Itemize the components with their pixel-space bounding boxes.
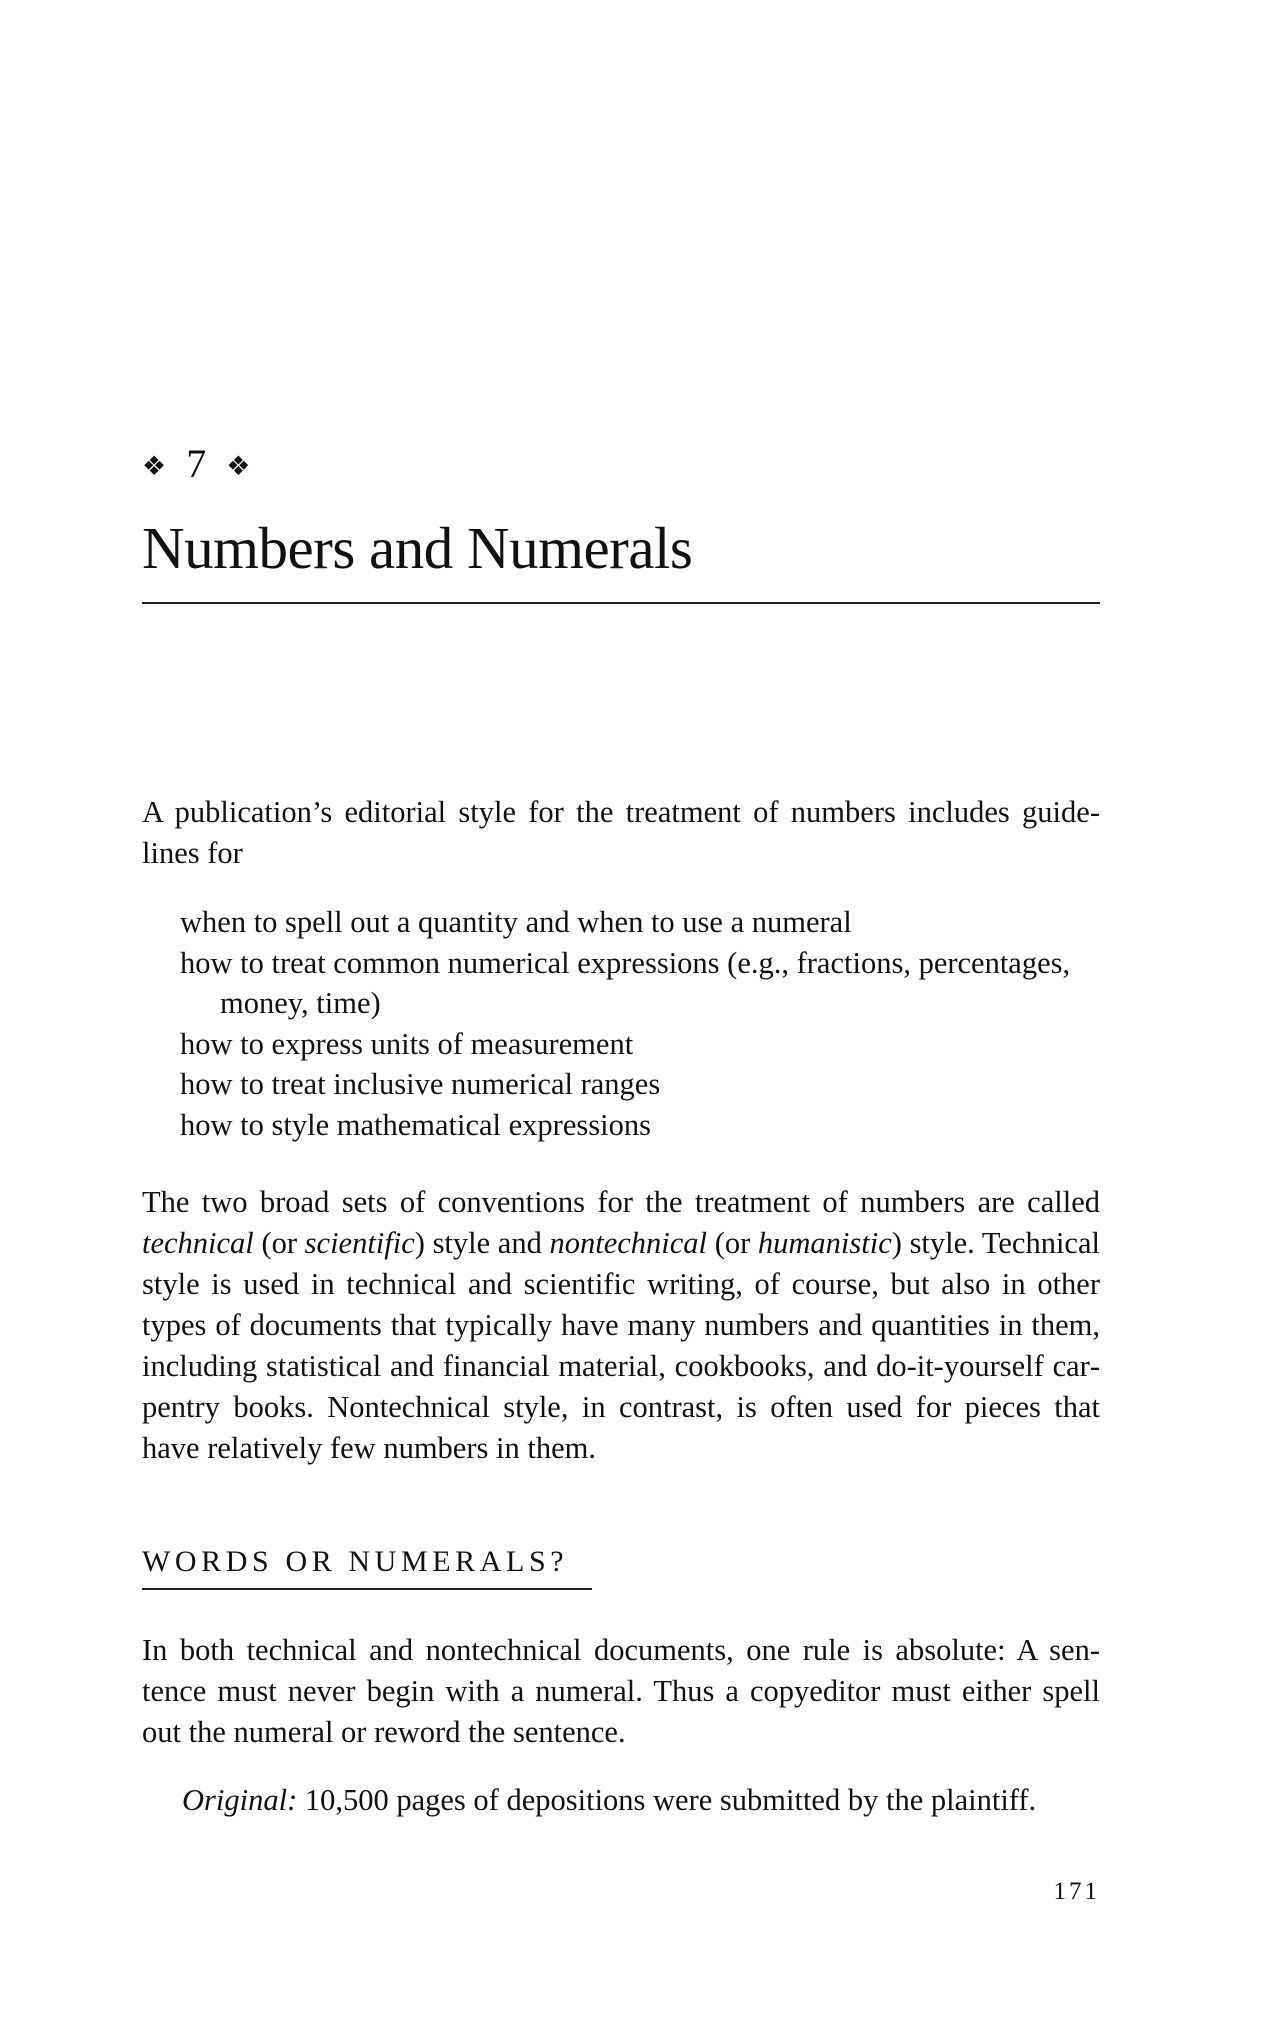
text-run: ) style. Technical style is used in technical and scientific writing, of course, but also in other types of documents that typically have many numbers and quantities in them, including statistical and financial material, cookbooks, and do-it-yourself carpentry books. Nontechnical style, in contrast, is often used for pieces that have relatively few numbers in them.	[142, 1226, 1100, 1465]
conventions-paragraph	[142, 1182, 1100, 1469]
term-scientific: scientific	[304, 1226, 415, 1260]
example-label: Original:	[182, 1783, 298, 1817]
term-nontechnical: nontechnical	[549, 1226, 708, 1260]
page-number: 171	[1053, 1878, 1100, 1905]
text-run: (or	[253, 1226, 305, 1260]
chapter-number-line	[142, 440, 250, 488]
term-humanistic: humanistic	[757, 1226, 892, 1260]
list-item: how to express units of measurement	[180, 1026, 634, 1061]
section-divider	[142, 1588, 592, 1590]
list-item: when to spell out a quantity and when to use a numeral	[180, 905, 852, 939]
guidelines-list	[180, 902, 1080, 1145]
section-heading: WORDS OR NUMERALS?	[142, 1545, 569, 1578]
text-run: The two broad sets of conventions for the treatment of numbers are called	[142, 1185, 1100, 1219]
term-technical: technical	[142, 1226, 254, 1260]
chapter-title: Numbers and Numerals	[142, 515, 693, 581]
text-run: ) style and	[414, 1226, 550, 1260]
list-item: how to treat inclusive numerical ranges	[180, 1067, 661, 1101]
text-run: (or	[707, 1226, 758, 1260]
list-item: how to style mathematical expressions	[180, 1107, 651, 1142]
chapter-number: 7	[186, 441, 207, 486]
rule-paragraph: In both technical and nontechnical documents, one rule is absolute: A sentence must never begin with a numeral. Thus a copyeditor must either spell out the numeral or reword the sentence.	[142, 1633, 1100, 1749]
example-text: 10,500 pages of depositions were submitted by the plaintiff.	[297, 1783, 1037, 1817]
diamond-ornament-icon: ❖	[226, 451, 251, 481]
intro-paragraph: A publication’s editorial style for the treatment of numbers includes guidelines for	[142, 795, 1100, 870]
example-line	[182, 1780, 1036, 1821]
list-item: how to treat common numerical expressions (e.g., fractions, percentages, money, time)	[180, 945, 1071, 1020]
title-divider	[142, 602, 1100, 604]
diamond-ornament-icon: ❖	[142, 451, 167, 481]
